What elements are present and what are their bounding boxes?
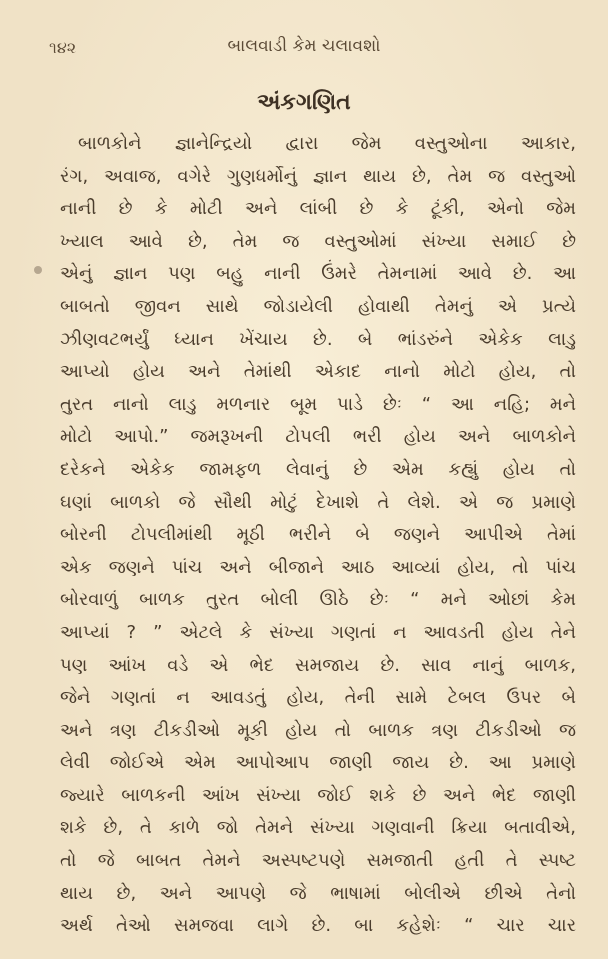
- paragraph-line: એક જણને પાંચ અને બીજાને આઠ આવ્યાં હોય, તો પાંચ: [60, 556, 576, 578]
- paragraph-line: બાબતો જીવન સાથે જોડાયેલી હોવાથી તેમનું એ પ્રત્યે: [60, 295, 576, 317]
- paragraph-line: બોરની ટોપલીમાંથી મૂઠી ભરીને બે જણને આપીએ તેમાં: [60, 524, 576, 546]
- page-number: ૧૪૨: [49, 38, 77, 57]
- paragraph-line: બાળકોને જ્ઞાનેન્દ્રિયો દ્વારા જેમ વસ્તુઓના આકાર,: [78, 133, 576, 154]
- paragraph-line: ઝીણવટભર્યું ધ્યાન ખેંચાય છે. બે ભાંડરુંને એકેક લાડુ: [60, 328, 576, 350]
- ink-bleed-mark: [34, 266, 42, 274]
- paragraph-line: શકે છે, તે કાળે જો તેમને સંખ્યા ગણવાની ક્રિયા બતાવીએ,: [60, 817, 576, 839]
- paragraph-line: તો જે બાબત તેમને અસ્પષ્ટપણે સમજાતી હતી તે સ્પષ્ટ: [60, 850, 576, 872]
- running-header: બાલવાડી કેમ ચલાવશો: [227, 36, 381, 56]
- paragraph-line: જ્યારે બાળકની આંખ સંખ્યા જોઈ શકે છે અને ભેદ જાણી: [60, 784, 576, 806]
- paragraph-line: દરેકને એકેક જામફળ લેવાનું છે એમ કહ્યું હોય તો: [60, 458, 576, 480]
- paragraph-line: અર્થ તેઓ સમજવા લાગે છે. બા કહેશેઃ “ ચાર ચાર: [60, 915, 576, 937]
- paragraph-line: પણ આંખ વડે એ ભેદ સમજાય છે. સાવ નાનું બાળક,: [60, 654, 576, 676]
- section-title: અંકગણિત: [257, 90, 351, 115]
- paragraph-line: આપ્યાં ? ” એટલે કે સંખ્યા ગણતાં ન આવડતી હોય તેને: [60, 621, 576, 643]
- paragraph-line: ખ્યાલ આવે છે, તેમ જ વસ્તુઓમાં સંખ્યા સમાઈ છે: [60, 230, 576, 252]
- body-paragraph: [60, 128, 576, 943]
- paragraph-line: લેવી જોઈએ એમ આપોઆપ જાણી જાય છે. આ પ્રમાણે: [60, 752, 576, 774]
- paragraph-line: આપ્યો હોય અને તેમાંથી એકાદ નાનો મોટો હોય, તો: [60, 361, 576, 383]
- paragraph-line: રંગ, અવાજ, વગેરે ગુણધર્મોનું જ્ઞાન થાય છે, તેમ જ વસ્તુઓ: [60, 165, 576, 187]
- paragraph-line: ઘણાં બાળકો જે સૌથી મોટું દેખાશે તે લેશે. એ જ પ્રમાણે: [60, 491, 576, 513]
- paragraph-line: અને ત્રણ ટીકડીઓ મૂકી હોય તો બાળક ત્રણ ટીકડીઓ જ: [60, 719, 576, 741]
- paragraph-line: તુરત નાનો લાડુ મળનાર બૂમ પાડે છેઃ “ આ નહિ; મને: [60, 393, 576, 415]
- paragraph-line: બોરવાળું બાળક તુરત બોલી ઊઠે છેઃ “ મને ઓછાં કેમ: [60, 589, 576, 611]
- paragraph-line: થાય છે, અને આપણે જે ભાષામાં બોલીએ છીએ તેનો: [60, 882, 576, 904]
- paragraph-line: નાની છે કે મોટી અને લાંબી છે કે ટૂંકી, એનો જેમ: [60, 198, 576, 220]
- paragraph-line: જેને ગણતાં ન આવડતું હોય, તેની સામે ટેબલ ઉપર બે: [60, 687, 576, 709]
- paragraph-line: મોટો આપો.” જમરૂખની ટોપલી ભરી હોય અને બાળકોને: [60, 426, 576, 448]
- paragraph-line: એનું જ્ઞાન પણ બહુ નાની ઉંમરે તેમનામાં આવે છે. આ: [60, 263, 576, 285]
